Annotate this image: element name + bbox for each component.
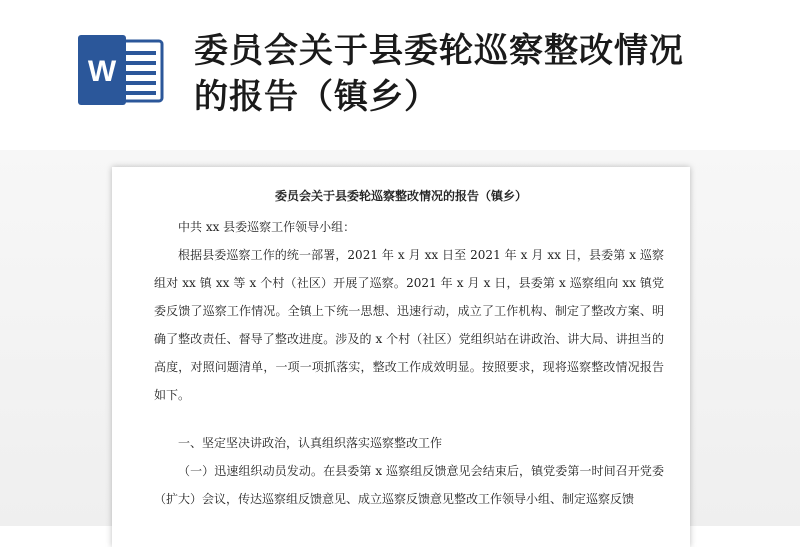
page-title bbox=[194, 28, 754, 120]
section-heading-1: 一、坚定坚决讲政治，认真组织落实巡察整改工作 bbox=[178, 436, 443, 450]
paragraph-intro: 根据县委巡察工作的统一部署，2021 年 x 月 xx 日至 2021 年 x 月 xx 日，县委第 x 巡察组对 xx 镇 xx 等 x 个村（社区）开展了巡察。2021 年 x 月 x 日，县委第 x 巡察组向 xx 镇党委反馈了巡察工作情况。全镇上下统一思想、迅速行动，成立了工作机构、制定了整改方案、明确了整改责任、督导了整改进度。涉及的 x 个村（社区）党组织站在讲政治、讲大局、讲担当的高度，对照问题清单，一项一项抓落实，整改工作成效明显。按照要求，现将巡察整改情况报告如下。 bbox=[154, 248, 664, 402]
word-document-icon bbox=[76, 35, 166, 105]
page-header bbox=[0, 0, 800, 150]
document-page bbox=[112, 167, 690, 547]
title-line-2: 的报告（镇乡） bbox=[194, 77, 439, 117]
title-line-1: 委员会关于县委轮巡察整改情况 bbox=[194, 31, 684, 71]
paragraph-mobilization: （一）迅速组织动员发动。在县委第 x 巡察组反馈意见会结束后，镇党委第一时间召开党委（扩大）会议，传达巡察组反馈意见、成立巡察反馈意见整改工作领导小组、制定巡察反馈 bbox=[154, 464, 664, 506]
svg-text:W: W bbox=[87, 55, 117, 88]
salutation: 中共 xx 县委巡察工作领导小组： bbox=[178, 220, 356, 234]
document-title: 委员会关于县委轮巡察整改情况的报告（镇乡） bbox=[274, 189, 527, 203]
